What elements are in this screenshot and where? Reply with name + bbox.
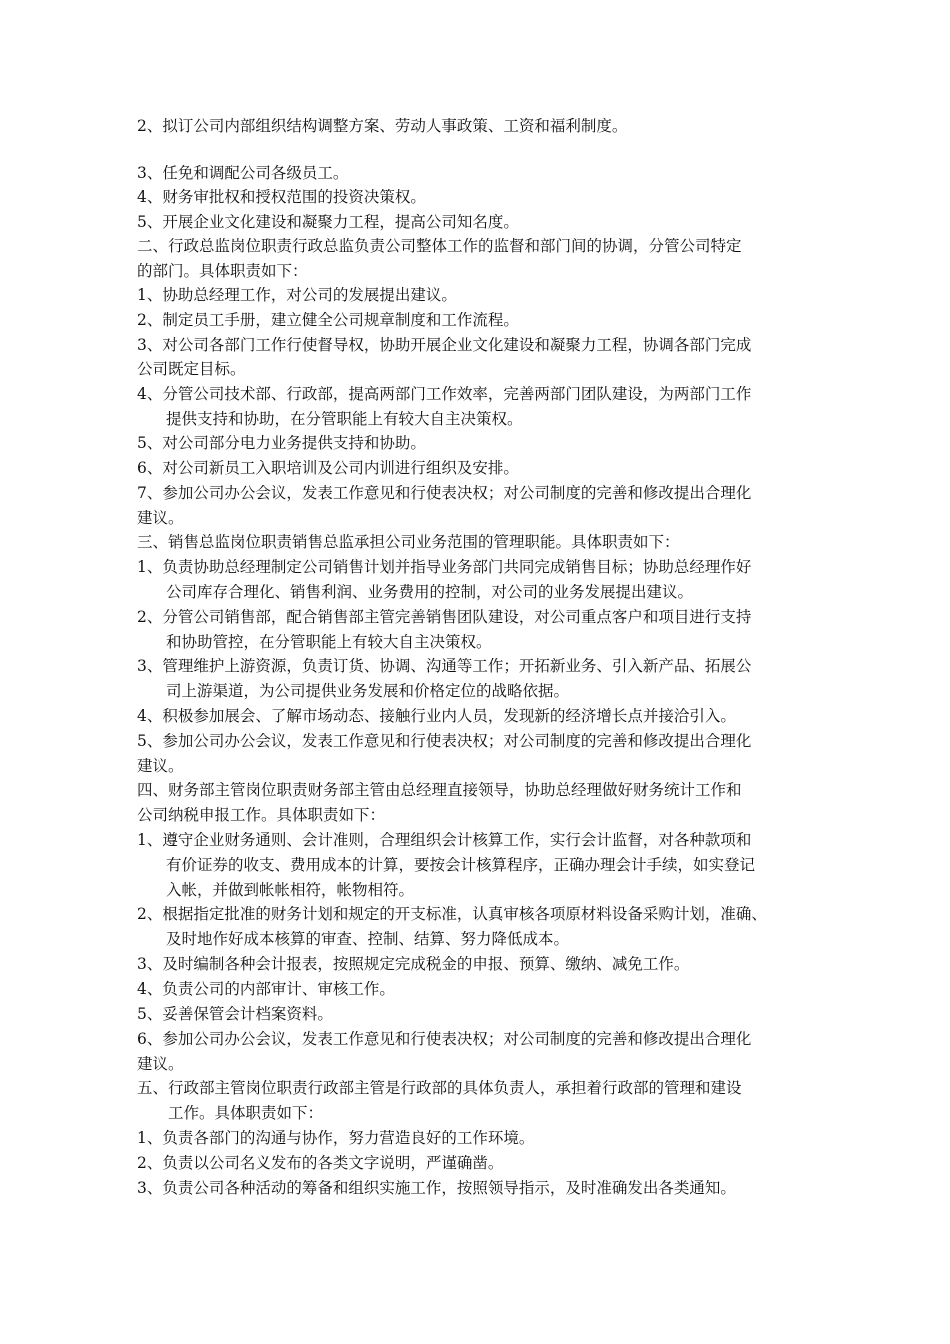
text-line: 4、负责公司的内部审计、审核工作。 xyxy=(137,980,395,998)
text-line: 1、协助总经理工作，对公司的发展提出建议。 xyxy=(137,286,457,304)
text-line: 3、及时编制各种会计报表，按照规定完成税金的申报、预算、缴纳、减免工作。 xyxy=(137,955,690,973)
text-line: 公司既定目标。 xyxy=(137,360,246,378)
text-line: 2、拟订公司内部组织结构调整方案、劳动人事政策、工资和福利制度。 xyxy=(137,117,628,135)
text-line: 3、对公司各部门工作行使督导权，协助开展企业文化建设和凝聚力工程，协调各部门完成 xyxy=(137,336,752,354)
text-line: 工作。具体职责如下： xyxy=(168,1104,324,1122)
text-line: 6、参加公司办公会议，发表工作意见和行使表决权；对公司制度的完善和修改提出合理化 xyxy=(137,1030,752,1048)
section-heading: 三、销售总监岗位职责销售总监承担公司业务范围的管理职能。具体职责如下： xyxy=(137,533,680,551)
section-heading: 四、财务部主管岗位职责财务部主管由总经理直接领导，协助总经理做好财务统计工作和 xyxy=(137,781,742,799)
text-line: 和协助管控，在分管职能上有较大自主决策权。 xyxy=(166,633,492,651)
text-line: 建议。 xyxy=(137,757,184,775)
text-line: 建议。 xyxy=(137,1055,184,1073)
section-heading: 五、行政部主管岗位职责行政部主管是行政部的具体负责人，承担着行政部的管理和建设 xyxy=(137,1079,742,1097)
text-line: 及时地作好成本核算的审查、控制、结算、努力降低成本。 xyxy=(166,930,570,948)
text-line: 4、分管公司技术部、行政部，提高两部门工作效率，完善两部门团队建设，为两部门工作 xyxy=(137,385,752,403)
text-line: 1、负责各部门的沟通与协作，努力营造良好的工作环境。 xyxy=(137,1129,535,1147)
section-heading: 二、行政总监岗位职责行政总监负责公司整体工作的监督和部门间的协调，分管公司特定 xyxy=(137,237,742,255)
text-line: 7、参加公司办公会议，发表工作意见和行使表决权；对公司制度的完善和修改提出合理化 xyxy=(137,484,752,502)
text-line: 2、根据指定批准的财务计划和规定的开支标准，认真审核各项原材料设备采购计划，准确、 xyxy=(137,905,767,923)
text-line: 公司纳税申报工作。具体职责如下： xyxy=(137,806,386,824)
text-line: 1、负责协助总经理制定公司销售计划并指导业务部门共同完成销售目标；协助总经理作好 xyxy=(137,558,752,576)
text-line: 2、负责以公司名义发布的各类文字说明，严谨确凿。 xyxy=(137,1154,504,1172)
text-line: 5、妥善保管会计档案资料。 xyxy=(137,1005,333,1023)
text-line: 的部门。具体职责如下： xyxy=(137,262,308,280)
text-line: 提供支持和协助，在分管职能上有较大自主决策权。 xyxy=(166,410,523,428)
text-line: 4、财务审批权和授权范围的投资决策权。 xyxy=(137,188,426,206)
text-line: 5、对公司部分电力业务提供支持和协助。 xyxy=(137,434,426,452)
text-line: 司上游渠道，为公司提供业务发展和价格定位的战略依据。 xyxy=(166,682,570,700)
text-line: 3、负责公司各种活动的筹备和组织实施工作，按照领导指示，及时准确发出各类通知。 xyxy=(137,1179,736,1197)
text-line: 公司库存合理化、销售利润、业务费用的控制，对公司的业务发展提出建议。 xyxy=(166,583,694,601)
text-line: 建议。 xyxy=(137,509,184,527)
text-line: 3、任免和调配公司各级员工。 xyxy=(137,164,349,182)
text-line: 6、对公司新员工入职培训及公司内训进行组织及安排。 xyxy=(137,459,519,477)
text-line: 4、积极参加展会、了解市场动态、接触行业内人员，发现新的经济增长点并接洽引入。 xyxy=(137,707,736,725)
text-line: 2、分管公司销售部，配合销售部主管完善销售团队建设，对公司重点客户和项目进行支持 xyxy=(137,608,752,626)
text-line: 3、管理维护上游资源，负责订货、协调、沟通等工作；开拓新业务、引入新产品、拓展公 xyxy=(137,657,752,675)
text-line: 入帐，并做到帐帐相符，帐物相符。 xyxy=(166,881,415,899)
text-line: 5、参加公司办公会议，发表工作意见和行使表决权；对公司制度的完善和修改提出合理化 xyxy=(137,732,752,750)
text-line: 1、遵守企业财务通则、会计准则，合理组织会计核算工作，实行会计监督，对各种款项和 xyxy=(137,831,752,849)
text-line: 5、开展企业文化建设和凝聚力工程，提高公司知名度。 xyxy=(137,213,519,231)
text-line: 2、制定员工手册，建立健全公司规章制度和工作流程。 xyxy=(137,311,519,329)
text-line: 有价证券的收支、费用成本的计算，要按会计核算程序，正确办理会计手续，如实登记 xyxy=(166,856,756,874)
